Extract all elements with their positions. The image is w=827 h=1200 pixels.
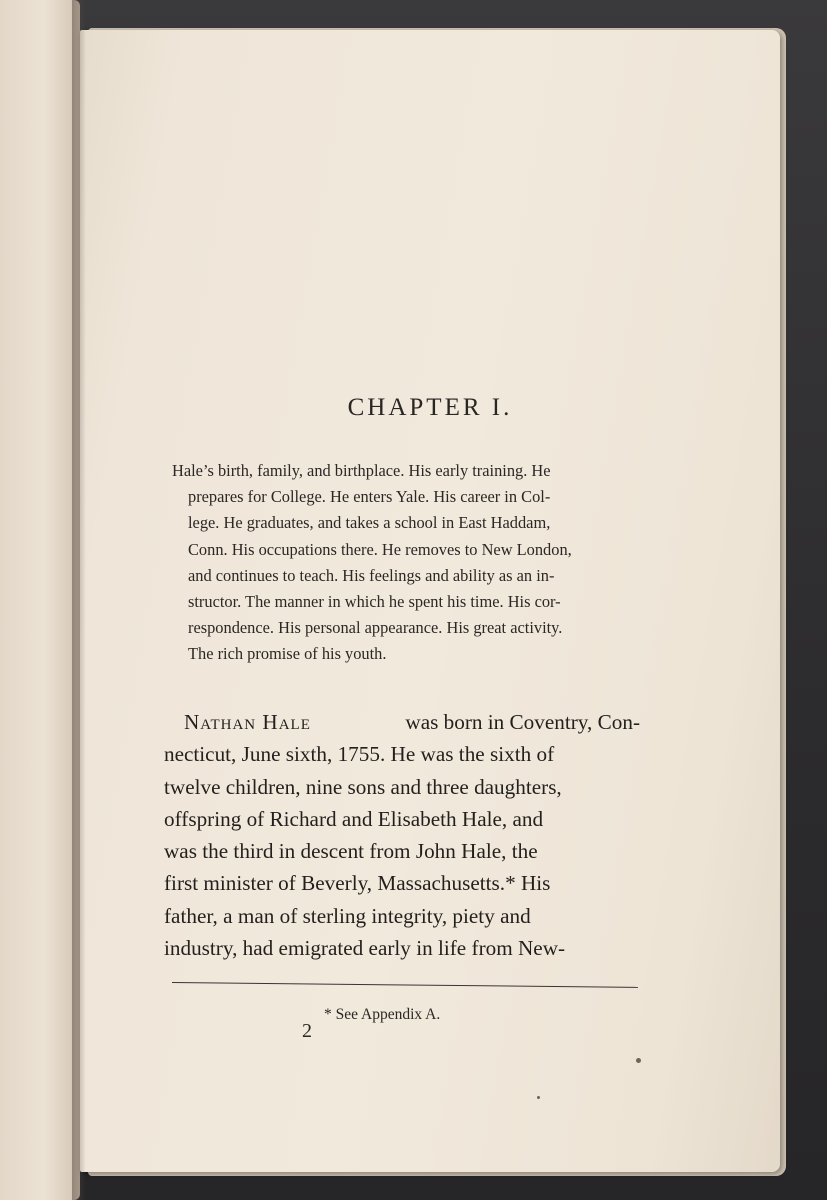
body-line: was the third in descent from John Hale, the	[164, 839, 538, 864]
synopsis-line: lege. He graduates, and takes a school in East Haddam,	[188, 513, 551, 533]
body-line: father, a man of sterling integrity, piety and	[164, 903, 531, 928]
facing-page-edge	[0, 0, 80, 1200]
synopsis-line: respondence. His personal appearance. His great activity.	[188, 618, 563, 638]
footnote: * See Appendix A.	[324, 1006, 441, 1023]
synopsis-line: Conn. His occupations there. He removes to New London,	[188, 539, 572, 559]
body-line: offspring of Richard and Elisabeth Hale, and	[164, 806, 544, 831]
paper-speck	[537, 1096, 540, 1099]
body-line: twelve children, nine sons and three daughters,	[164, 774, 562, 799]
book-page	[80, 30, 780, 1172]
chapter-title: CHAPTER I.	[347, 394, 513, 421]
synopsis-line: The rich promise of his youth.	[188, 644, 387, 664]
body-line-first	[164, 706, 640, 738]
body-line-first-rest: was born in Coventry, Con-	[405, 710, 640, 734]
synopsis-line: structor. The manner in which he spent his time. His cor-	[188, 592, 561, 612]
chapter-synopsis	[172, 458, 648, 668]
body-line: first minister of Beverly, Massachusetts.* His	[164, 871, 551, 896]
paper-speck	[636, 1058, 641, 1063]
body-line: industry, had emigrated early in life from New-	[164, 936, 566, 961]
page-number: 2	[302, 1020, 312, 1042]
synopsis-line: and continues to teach. His feelings and ability as an in-	[188, 565, 555, 585]
synopsis-line: prepares for College. He enters Yale. His career in Col-	[188, 487, 551, 507]
opening-name: Nathan Hale	[184, 710, 311, 734]
body-paragraph	[164, 706, 640, 964]
synopsis-line: Hale’s birth, family, and birthplace. His early training. He	[172, 461, 551, 480]
footnote-rule	[172, 982, 638, 988]
gutter-shadow	[72, 0, 86, 1200]
body-line: necticut, June sixth, 1755. He was the sixth of	[164, 742, 555, 767]
